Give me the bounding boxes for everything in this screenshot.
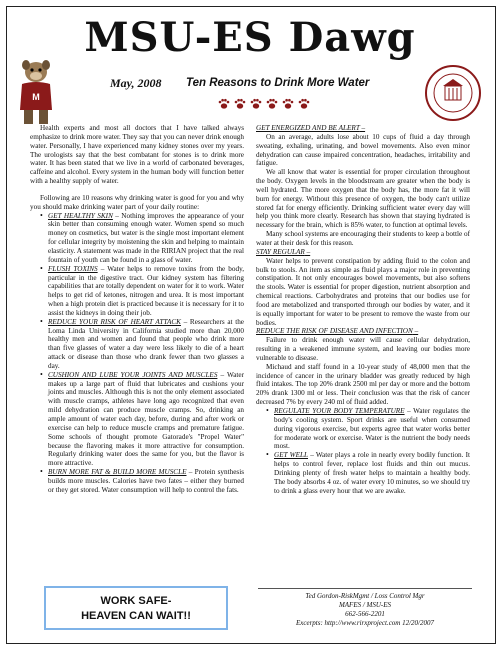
reason-heading: CUSHION AND LUBE YOUR JOINTS AND MUSCLES bbox=[48, 370, 218, 379]
reason-text: – Nothing improves the appearance of your skin better than consuming enough water. Women spend so much money on cosmetics, but water is the single most important element for cellular integrity by moistening the skin and helping to maintain elasticity. A statement was made in the RIRIAN project that the real fountain of youth can be found in a glass of water. bbox=[48, 211, 244, 264]
section-heading: GET ENERGIZED AND BE ALERT – bbox=[256, 124, 366, 132]
issue-date: May, 2008 bbox=[110, 76, 162, 90]
list-item bbox=[40, 371, 244, 468]
issue-tagline: Ten Reasons to Drink More Water bbox=[186, 77, 370, 89]
credit-line: Excerpts: http://www.rirxproject.com 12/20/2007 bbox=[295, 619, 435, 627]
left-column bbox=[30, 124, 244, 495]
section-heading: STAY REGULAR – bbox=[256, 247, 311, 256]
list-item bbox=[40, 265, 244, 318]
callout-line: WORK SAFE- bbox=[100, 595, 172, 607]
body-paragraph: Many school systems are encouraging their students to keep a bottle of water at their desk for this reason. bbox=[256, 230, 470, 247]
reason-text: – Researchers at the Loma Linda University in California studied more than 20,000 healthy men and women and found that people who drink more than five glasses of water a day were less likely to die of a heart attack or disease than those who drank fewer than two glasses a day. bbox=[48, 317, 244, 370]
bulldog-mascot-icon bbox=[14, 58, 58, 128]
reason-text: – Protein synthesis builds more muscles. Calories have two fates – either they burned or they get stored. Water consumption will help to control the fats. bbox=[48, 468, 244, 494]
svg-text:M: M bbox=[32, 92, 40, 102]
reason-text: – Water regulates the body's cooling system. Sport drinks are useful when consumed during vigorous exercise, but experts agree that water works better for moderate work or exercise. Water is the nutrient the body needs most. bbox=[274, 407, 470, 451]
intro-paragraph: Health experts and most all doctors that I have talked always emphasize to drink more water. They say that you can never drink enough water. Personally, I have experienced many kidney stones over my years. The urologists say that the best combatant for stones is to drink more water. It has been stated that we live in a world of carbonated beverages, caffeine and alcohol. Every system in the human body will function better with a healthy supply of water. bbox=[30, 124, 244, 186]
reason-heading: REGULATE YOUR BODY TEMPERATURE bbox=[274, 407, 405, 415]
credit-line: MAFES / MSU-ES bbox=[338, 601, 392, 609]
list-item bbox=[40, 468, 244, 495]
reason-text: – Water helps to remove toxins from the body, particular in the digestive tract. Our kidney system has filtering capabilities that are totally dependent on water for it to work. Water helps to get rid of ketones, nitrogen and urea. It is most important when a high protein diet is practiced because it is necessary for it to assist the kidneys in doing their job. bbox=[48, 264, 244, 317]
body-paragraph: Michaud and staff found in a 10-year study of 48,000 men that the incidence of cancer in the urinary bladder was greatly reduced by high fluid intakes. The top 20% drank 2500 ml per day or more and the bottom 20% drank 1300 ml or less. Their conclusion was that the risk of cancer decreased 7% by every 240 ml of fluid added. bbox=[256, 362, 470, 407]
body-paragraph: On an average, adults lose about 10 cups of fluid a day through sweating, exhaling, urinating, and bowel movements. Also even minor dehydration can cause impaired concentration, headaches, irritability and fatigue. bbox=[256, 132, 470, 168]
reason-text: – Water plays a role in nearly every bodily function. It helps to control fever, replace lost fluids and thin out mucus. Drinking plenty of fresh water helps to maintain a healthy body. The body absorbs 4 oz. of water every 10 minutes, so we should try to drink a glass every hour that we are awake. bbox=[274, 451, 471, 495]
paw-print-icon bbox=[234, 98, 246, 110]
list-item bbox=[40, 212, 244, 265]
university-seal-icon bbox=[424, 64, 482, 122]
masthead-title: MSU-ES Dawg bbox=[84, 14, 416, 61]
intro-paragraph: Following are 10 reasons why drinking water is good for you and why you should make drinking water part of your daily routine: bbox=[30, 193, 244, 211]
list-item bbox=[40, 318, 244, 371]
list-item bbox=[266, 407, 470, 451]
paw-print-icon bbox=[266, 98, 278, 110]
reason-heading: FLUSH TOXINS bbox=[48, 264, 98, 273]
reason-heading: BURN MORE FAT & BUILD MORE MUSCLE bbox=[48, 468, 187, 477]
reason-heading: GET WELL bbox=[274, 451, 309, 460]
reasons-list bbox=[30, 212, 244, 495]
list-item bbox=[266, 451, 470, 495]
body-paragraph: We all know that water is essential for proper circulation throughout the body. Oxygen levels in the bloodstream are greater when the body is well hydrated. The more oxygen that the body has, the more fat it will burn for energy. Without this presence of oxygen, the body can't utilize stored fat for energy efficiently. Drinking sufficient water every day will help you think more clearly. Research has shown that staying hydrated is necessary for the brain, which is 85% water, to function at optimal levels. bbox=[256, 168, 470, 230]
credit-line: 662-566-2201 bbox=[345, 610, 385, 618]
credit-line: Ted Gordon-RiskMgmt / Loss Control Mgr bbox=[305, 592, 425, 600]
right-column bbox=[256, 124, 470, 495]
reason-heading: GET HEALTHY SKIN bbox=[48, 211, 113, 220]
paw-print-icon bbox=[250, 98, 262, 110]
paw-print-icon bbox=[298, 98, 310, 110]
paw-print-icon bbox=[218, 98, 230, 110]
author-credit bbox=[258, 588, 472, 628]
reason-text: – Water makes up a large part of fluid that lubricates and cushions your joints and muscles. Although this is not the only element associated with muscle cramps, athletes have long ago recognized that even mild dehydration can produce muscle cramps. So, drinking an ample amount of water each day, before, during and after work or exercise can help to reduce muscle cramps and premature fatigue. Some schools of thought promote Gatorade's "Propel Water" because the flavoring makes it more attractive for consumption. Regularly drinking water does the same for you, but the flavor is more attractive. bbox=[48, 370, 244, 468]
body-paragraph: Failure to drink enough water will cause cellular dehydration, resulting in a weakened immune system, and leaving our bodies more vulnerable to disease. bbox=[256, 336, 470, 362]
paw-print-icon bbox=[282, 98, 294, 110]
reason-heading: REDUCE YOUR RISK OF HEART ATTACK bbox=[48, 317, 181, 326]
safety-callout-box bbox=[44, 586, 228, 630]
section-heading: REDUCE THE RISK OF DISEASE AND INFECTION – bbox=[256, 327, 419, 336]
reasons-list bbox=[256, 407, 470, 495]
paw-divider bbox=[218, 98, 310, 110]
callout-line: HEAVEN CAN WAIT!! bbox=[81, 610, 191, 622]
body-paragraph: Water helps to prevent constipation by adding fluid to the colon and bulk to stools. An item as simple as fluid plays a major role in preventing constipation. It not only encourages bowel movements, but also softens the stools. Water is essential for proper digestion, nutrient absorption and chemical reactions. Carbohydrates and proteins that our bodies use for food are metabolized and transported through our bodies by water, and it is equally important for water to be present to remove the waste from our bodies. bbox=[256, 256, 470, 327]
